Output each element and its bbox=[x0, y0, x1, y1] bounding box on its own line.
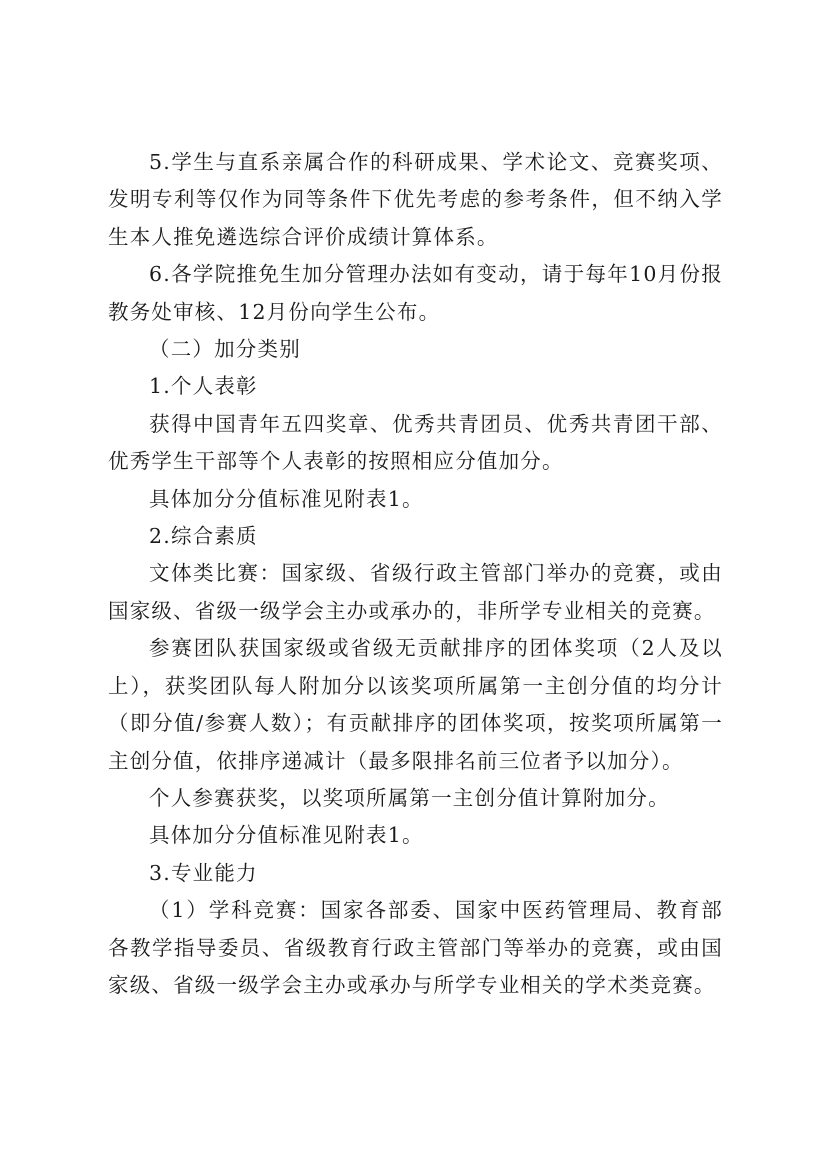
subheading-professional-ability: 3.专业能力 bbox=[149, 860, 258, 885]
paragraph-item-6: 6.各学院推免生加分管理办法如有变动，请于每年10月份报教务处审核、12月份向学生公布。 bbox=[108, 262, 723, 324]
paragraph-item-5: 5.学生与直系亲属合作的科研成果、学术论文、竞赛奖项、发明专利等仅作为同等条件下优先考虑的参考条件，但不纳入学生本人推免遴选综合评价成绩计算体系。 bbox=[108, 150, 723, 249]
paragraph-see-appendix: 具体加分分值标准见附表1。 bbox=[149, 486, 424, 511]
document-body bbox=[108, 144, 723, 1004]
paragraph-personal-honors: 获得中国青年五四奖章、优秀共青团员、优秀共青团干部、优秀学生干部等个人表彰的按照相应分值加分。 bbox=[108, 411, 723, 474]
paragraph-team-awards: 参赛团队获国家级或省级无贡献排序的团体奖项（2人及以上），获奖团队每人附加分以该奖项所属第一主创分值的均分计（即分值/参赛人数）；有贡献排序的团体奖项，按奖项所属第一主创分值，依排序递减计（最多限排名前三位者予以加分）。 bbox=[108, 636, 723, 773]
paragraph-subject-competitions: （1）学科竞赛：国家各部委、国家中医药管理局、教育部各教学指导委员、省级教育行政主管部门等举办的竞赛，或由国家级、省级一级学会主办或承办与所学专业相关的学术类竞赛。 bbox=[108, 898, 723, 997]
subheading-comprehensive-quality: 2.综合素质 bbox=[149, 524, 258, 549]
paragraph-individual-awards: 个人参赛获奖，以奖项所属第一主创分值计算附加分。 bbox=[149, 785, 670, 810]
paragraph-sports-arts-competitions: 文体类比赛：国家级、省级行政主管部门举办的竞赛，或由国家级、省级一级学会主办或承办的，非所学专业相关的竞赛。 bbox=[108, 561, 723, 623]
paragraph-see-appendix-2: 具体加分分值标准见附表1。 bbox=[149, 823, 424, 848]
subheading-personal-honors: 1.个人表彰 bbox=[149, 374, 258, 399]
section-heading-bonus-categories: （二）加分类别 bbox=[149, 337, 301, 362]
